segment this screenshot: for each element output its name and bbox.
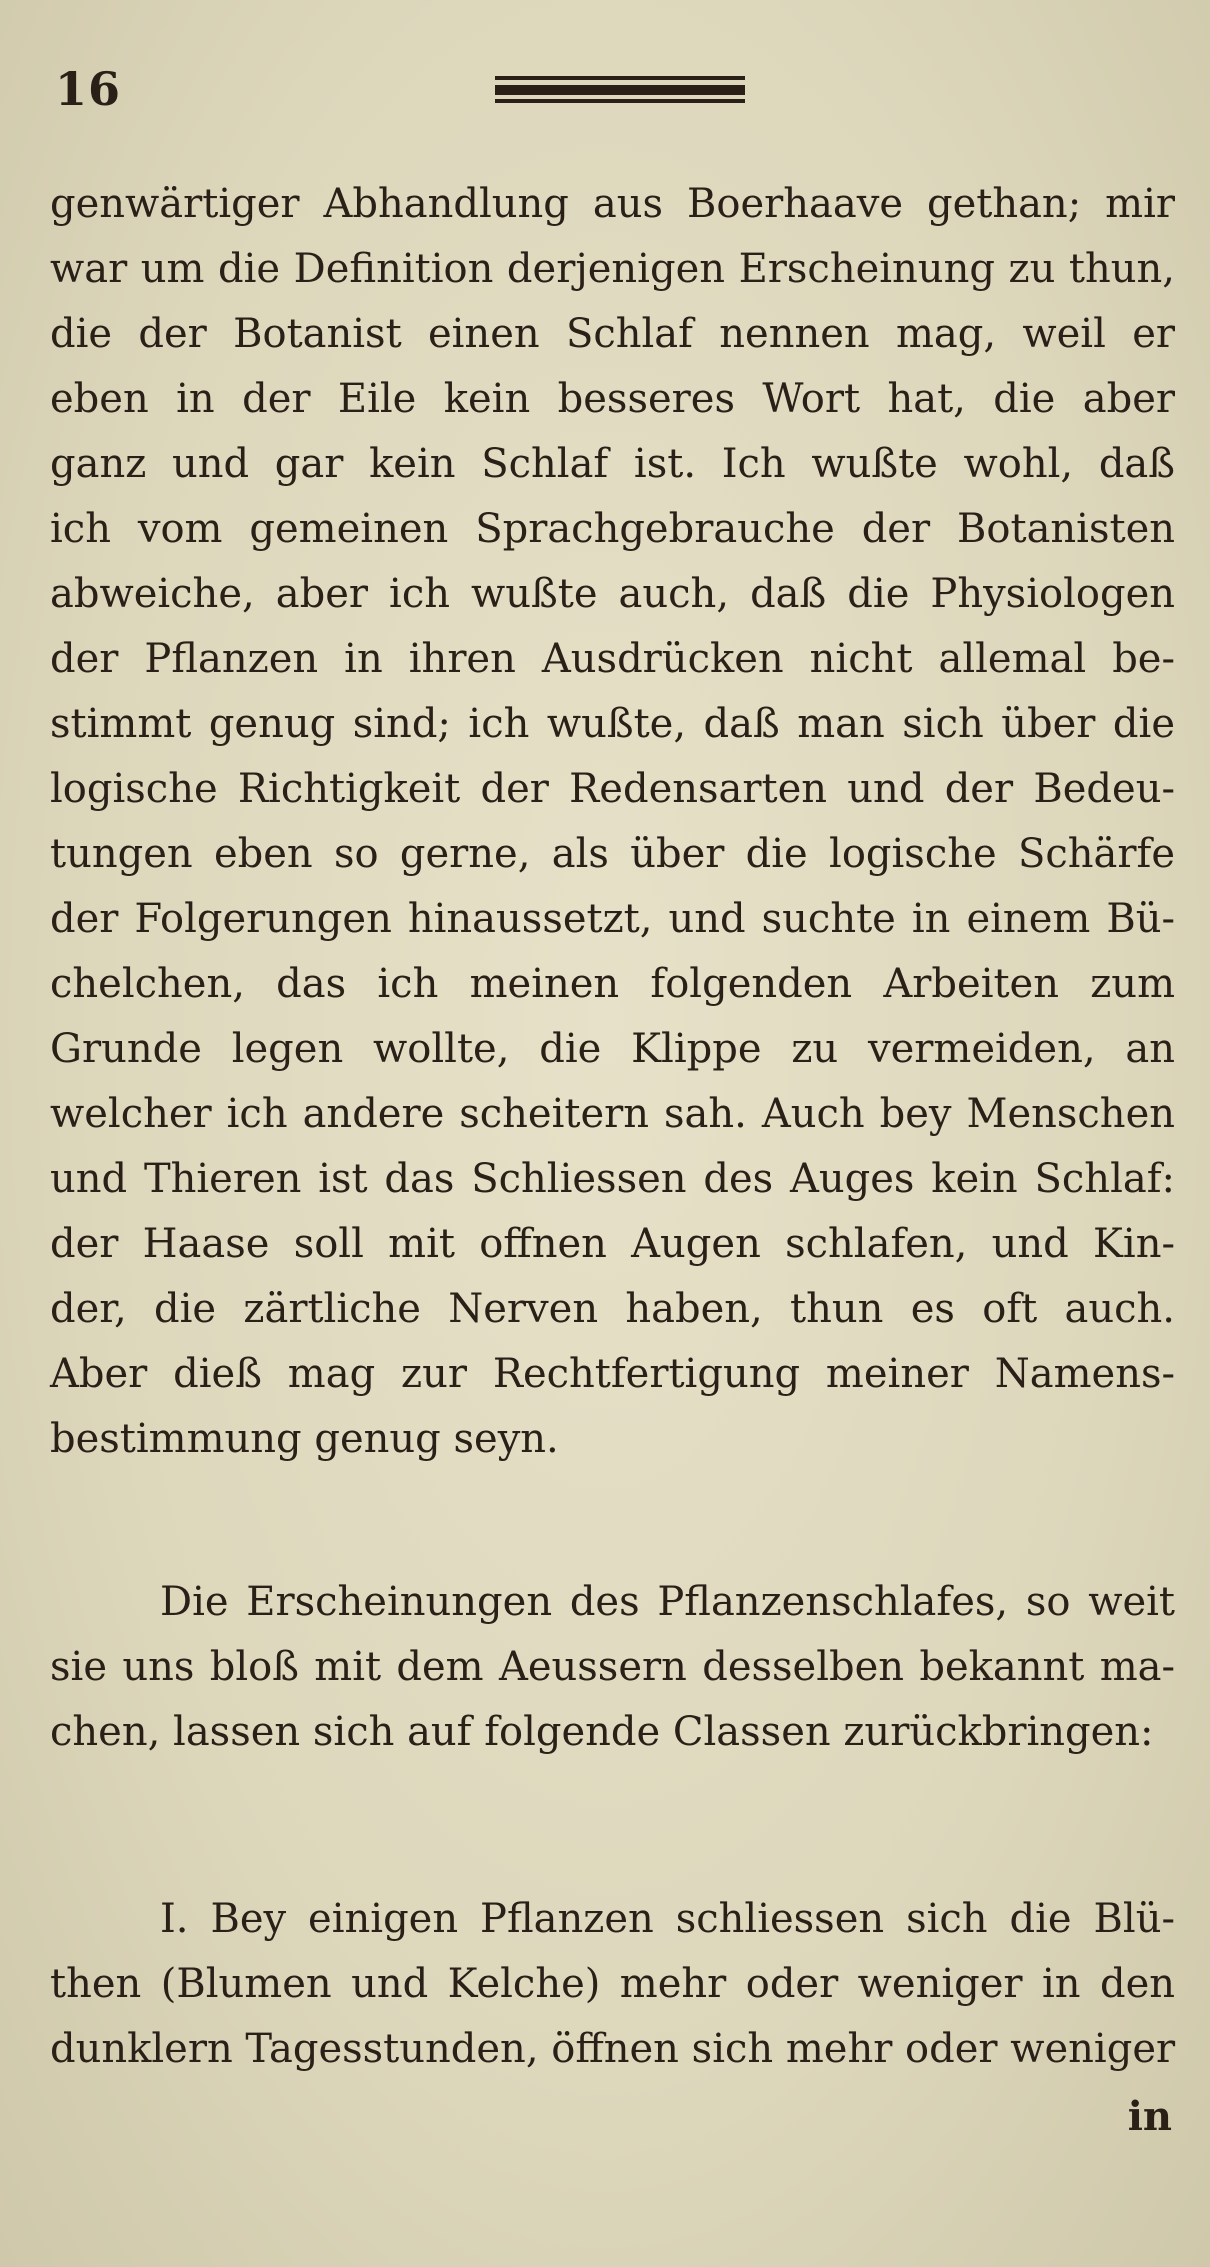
text-line: sie uns bloß mit dem Aeussern desselben bekannt ma- — [50, 1644, 1175, 1690]
text-line: then (Blumen und Kelche) mehr oder weniger in den — [50, 1961, 1175, 2007]
catchword: in — [1127, 2093, 1172, 2140]
text-line: chen, lassen sich auf folgende Classen zurückbringen: — [50, 1709, 1154, 1755]
header-rule — [495, 76, 745, 106]
text-line: tungen eben so gerne, als über die logische Schärfe — [50, 831, 1175, 877]
text-line: ich vom gemeinen Sprachgebrauche der Botanisten — [50, 506, 1175, 552]
text-line: der Haase soll mit offnen Augen schlafen, und Kin- — [50, 1221, 1175, 1267]
text-line: war um die Definition derjenigen Erscheinung zu thun, — [50, 246, 1175, 292]
text-line: I. Bey einigen Pflanzen schliessen sich die Blü- — [160, 1896, 1175, 1942]
text-line: bestimmung genug seyn. — [50, 1416, 559, 1462]
text-line: die der Botanist einen Schlaf nennen mag, weil er — [50, 311, 1175, 357]
text-line: chelchen, das ich meinen folgenden Arbeiten zum — [50, 961, 1175, 1007]
text-line: logische Richtigkeit der Redensarten und der Bedeu- — [50, 766, 1175, 812]
paragraph-3 — [50, 1887, 1175, 2082]
text-line: dunklern Tagesstunden, öffnen sich mehr oder weniger — [50, 2026, 1176, 2072]
text-line: ganz und gar kein Schlaf ist. Ich wußte wohl, daß — [50, 441, 1175, 487]
page-number: 16 — [55, 62, 122, 116]
text-line: Grunde legen wollte, die Klippe zu vermeiden, an — [50, 1026, 1175, 1072]
header-rule-thick-line — [495, 85, 745, 95]
text-line: der Folgerungen hinaussetzt, und suchte in einem Bü- — [50, 896, 1175, 942]
text-line: Die Erscheinungen des Pflanzenschlafes, so weit — [160, 1579, 1175, 1625]
text-line: genwärtiger Abhandlung aus Boerhaave gethan; mir — [50, 181, 1175, 227]
text-line: Aber dieß mag zur Rechtfertigung meiner Namens- — [50, 1351, 1175, 1397]
paragraph-2 — [50, 1570, 1175, 1765]
text-line: welcher ich andere scheitern sah. Auch bey Menschen — [50, 1091, 1175, 1137]
header-rule-top-line — [495, 76, 745, 80]
text-line: stimmt genug sind; ich wußte, daß man sich über die — [50, 701, 1175, 747]
paragraph-1 — [50, 172, 1175, 1472]
text-line: abweiche, aber ich wußte auch, daß die Physiologen — [50, 571, 1175, 617]
text-line: der, die zärtliche Nerven haben, thun es oft auch. — [50, 1286, 1175, 1332]
header-rule-bottom-line — [495, 99, 745, 103]
text-line: eben in der Eile kein besseres Wort hat, die aber — [50, 376, 1175, 422]
text-line: und Thieren ist das Schliessen des Auges kein Schlaf: — [50, 1156, 1175, 1202]
text-line: der Pflanzen in ihren Ausdrücken nicht allemal be- — [50, 636, 1175, 682]
